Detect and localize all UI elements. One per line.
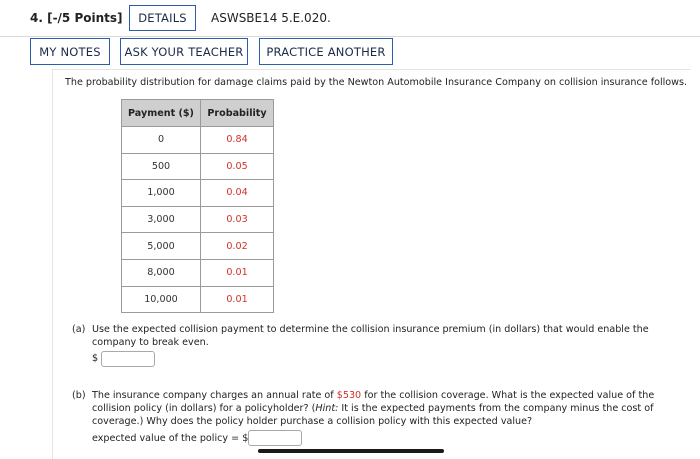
part-a-answer-input[interactable] xyxy=(101,351,155,367)
part-b-text-3: It is the expected payments from the company minus the cost of coverage.) Why does the policy holder purchase a collision policy with this expected value? xyxy=(92,403,654,427)
assignment-id: ASWSBE14 5.E.020. xyxy=(211,11,331,25)
table-row xyxy=(122,127,274,154)
probability-cell: 0.01 xyxy=(201,286,274,313)
part-b-label: (b) xyxy=(72,390,86,401)
payment-cell: 1,000 xyxy=(122,180,201,207)
question-points-label: 4. [-/5 Points] xyxy=(30,11,123,25)
part-b-text-1: The insurance company charges an annual rate of xyxy=(92,390,337,401)
annual-rate-value: $530 xyxy=(336,390,362,401)
probability-cell: 0.01 xyxy=(201,259,274,286)
probability-column-header: Probability xyxy=(201,100,274,127)
payment-cell: 0 xyxy=(122,127,201,154)
table-row xyxy=(122,259,274,286)
problem-intro: The probability distribution for damage claims paid by the Newton Automobile Insurance Company on collision insurance follows. xyxy=(65,77,688,88)
part-a-label: (a) xyxy=(72,324,86,335)
table-row xyxy=(122,206,274,233)
practice-another-button[interactable]: PRACTICE ANOTHER xyxy=(259,38,393,65)
part-a-question: Use the expected collision payment to determine the collision insurance premium (in dollars) that would enable the company to break even. xyxy=(92,324,649,348)
payment-cell: 8,000 xyxy=(122,259,201,286)
payment-cell: 5,000 xyxy=(122,233,201,260)
table-row xyxy=(122,286,274,313)
table-header-row xyxy=(122,100,274,127)
payment-cell: 10,000 xyxy=(122,286,201,313)
expected-value-label: expected value of the policy = $ xyxy=(92,433,249,444)
hint-label: Hint: xyxy=(315,403,339,414)
ask-your-teacher-button[interactable]: ASK YOUR TEACHER xyxy=(120,38,248,65)
probability-cell: 0.04 xyxy=(201,180,274,207)
probability-cell: 0.02 xyxy=(201,233,274,260)
part-b-question xyxy=(92,389,684,428)
part-b-text-2: for the collision coverage. What is the expected value of the collision policy (in dollars) for a policyholder? ( xyxy=(92,390,655,414)
expected-value-input[interactable] xyxy=(248,430,302,446)
table-row xyxy=(122,153,274,180)
details-button[interactable]: DETAILS xyxy=(129,5,196,31)
probability-cell: 0.84 xyxy=(201,127,274,154)
payment-column-header: Payment ($) xyxy=(122,100,201,127)
table-row xyxy=(122,180,274,207)
table-row xyxy=(122,233,274,260)
probability-distribution-table xyxy=(121,99,274,313)
question-header xyxy=(0,0,700,36)
probability-cell: 0.05 xyxy=(201,153,274,180)
part-a-currency-symbol: $ xyxy=(92,353,99,364)
header-divider xyxy=(0,36,700,37)
payment-cell: 3,000 xyxy=(122,206,201,233)
payment-cell: 500 xyxy=(122,153,201,180)
horizontal-scrollbar[interactable] xyxy=(258,449,444,453)
my-notes-button[interactable]: MY NOTES xyxy=(30,38,110,65)
probability-cell: 0.03 xyxy=(201,206,274,233)
